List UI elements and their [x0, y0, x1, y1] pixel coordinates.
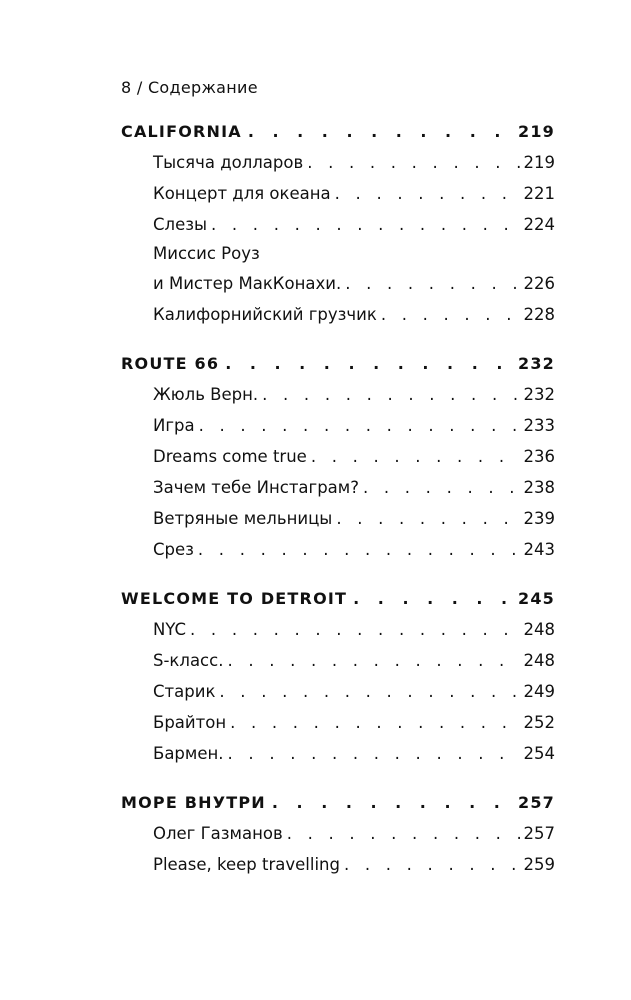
- toc-entry: [121, 676, 555, 707]
- chapter-title: WELCOME TO DETROIT: [121, 589, 348, 608]
- entry-page-number: 228: [523, 305, 555, 324]
- dot-leader: [190, 614, 519, 645]
- dot-leader: [307, 147, 519, 178]
- dot-leader: [345, 268, 519, 299]
- entry-page-number: 221: [523, 184, 555, 203]
- entry-title: Жюль Верн.: [153, 385, 259, 404]
- chapter-page-number: 257: [518, 793, 555, 812]
- toc-entry: [121, 614, 555, 645]
- dot-leader: [262, 379, 519, 410]
- entry-page-number: 254: [523, 744, 555, 763]
- dot-leader: [219, 676, 519, 707]
- entry-title: Тысяча долларов: [153, 153, 304, 172]
- entry-title: Зачем тебе Инстаграм?: [153, 478, 360, 497]
- dot-leader: [272, 787, 512, 818]
- entry-page-number: 248: [523, 651, 555, 670]
- chapter-row: [121, 116, 555, 147]
- entry-title: и Мистер МакКонахи.: [153, 274, 342, 293]
- dot-leader: [199, 410, 520, 441]
- toc-entry: [121, 849, 555, 880]
- toc-entry: [121, 441, 555, 472]
- toc-entry: [121, 209, 555, 240]
- toc-entry: [121, 818, 555, 849]
- toc-entry: [121, 472, 555, 503]
- table-of-contents: [121, 116, 555, 898]
- entry-page-number: 224: [523, 215, 555, 234]
- dot-leader: [335, 178, 520, 209]
- entry-page-number: 232: [523, 385, 555, 404]
- chapter-row: [121, 583, 555, 614]
- entry-title: Dreams come true: [153, 447, 307, 466]
- entry-title: Игра: [153, 416, 195, 435]
- entry-title: Срез: [153, 540, 194, 559]
- dot-leader: [311, 441, 520, 472]
- dot-leader: [225, 348, 512, 379]
- toc-section-route-66: [121, 348, 555, 565]
- running-head: 8 / Содержание: [121, 78, 258, 97]
- entry-title-line-1: Миссис Роуз: [153, 244, 260, 263]
- entry-page-number: 249: [523, 682, 555, 701]
- dot-leader: [353, 583, 512, 614]
- toc-section-more-vnutri: [121, 787, 555, 880]
- dot-leader: [336, 503, 519, 534]
- toc-entry: [121, 410, 555, 441]
- toc-entry: [121, 299, 555, 330]
- toc-entry: [121, 503, 555, 534]
- chapter-row: [121, 348, 555, 379]
- entry-page-number: 226: [523, 274, 555, 293]
- toc-section-california: [121, 116, 555, 330]
- chapter-title: CALIFORNIA: [121, 122, 242, 141]
- entry-page-number: 236: [523, 447, 555, 466]
- dot-leader: [227, 645, 519, 676]
- entry-title: Старик: [153, 682, 216, 701]
- toc-entry: [121, 738, 555, 769]
- chapter-title: МОРЕ ВНУТРИ: [121, 793, 266, 812]
- entry-title: Слезы: [153, 215, 208, 234]
- entry-page-number: 248: [523, 620, 555, 639]
- toc-entry: [121, 534, 555, 565]
- entry-title: Бармен.: [153, 744, 224, 763]
- entry-page-number: 233: [523, 416, 555, 435]
- toc-entry: [121, 178, 555, 209]
- dot-leader: [248, 116, 512, 147]
- entry-page-number: 219: [523, 153, 555, 172]
- entry-page-number: 239: [523, 509, 555, 528]
- chapter-row: [121, 787, 555, 818]
- dot-leader: [228, 738, 520, 769]
- dot-leader: [381, 299, 520, 330]
- chapter-page-number: 232: [518, 354, 555, 373]
- dot-leader: [198, 534, 520, 565]
- toc-entry: [121, 707, 555, 738]
- toc-entry-multiline: [121, 240, 555, 299]
- toc-entry: [121, 147, 555, 178]
- entry-page-number: 252: [523, 713, 555, 732]
- dot-leader: [230, 707, 519, 738]
- toc-section-welcome-to-detroit: [121, 583, 555, 769]
- entry-title: Ветряные мельницы: [153, 509, 333, 528]
- entry-title: Брайтон: [153, 713, 227, 732]
- entry-title: NYC: [153, 620, 187, 639]
- dot-leader: [211, 209, 519, 240]
- chapter-page-number: 245: [518, 589, 555, 608]
- chapter-page-number: 219: [518, 122, 555, 141]
- dot-leader: [344, 849, 520, 880]
- entry-title: Концерт для океана: [153, 184, 331, 203]
- toc-entry: [121, 645, 555, 676]
- dot-leader: [287, 818, 520, 849]
- toc-entry: [153, 268, 555, 299]
- entry-page-number: 243: [523, 540, 555, 559]
- toc-entry: [121, 379, 555, 410]
- entry-title: Калифорнийский грузчик: [153, 305, 377, 324]
- entry-page-number: 238: [523, 478, 555, 497]
- entry-page-number: 257: [523, 824, 555, 843]
- entry-page-number: 259: [523, 855, 555, 874]
- chapter-title: ROUTE 66: [121, 354, 220, 373]
- entry-title: S-класс.: [153, 651, 224, 670]
- entry-title: Олег Газманов: [153, 824, 283, 843]
- dot-leader: [363, 472, 519, 503]
- entry-title: Please, keep travelling: [153, 855, 340, 874]
